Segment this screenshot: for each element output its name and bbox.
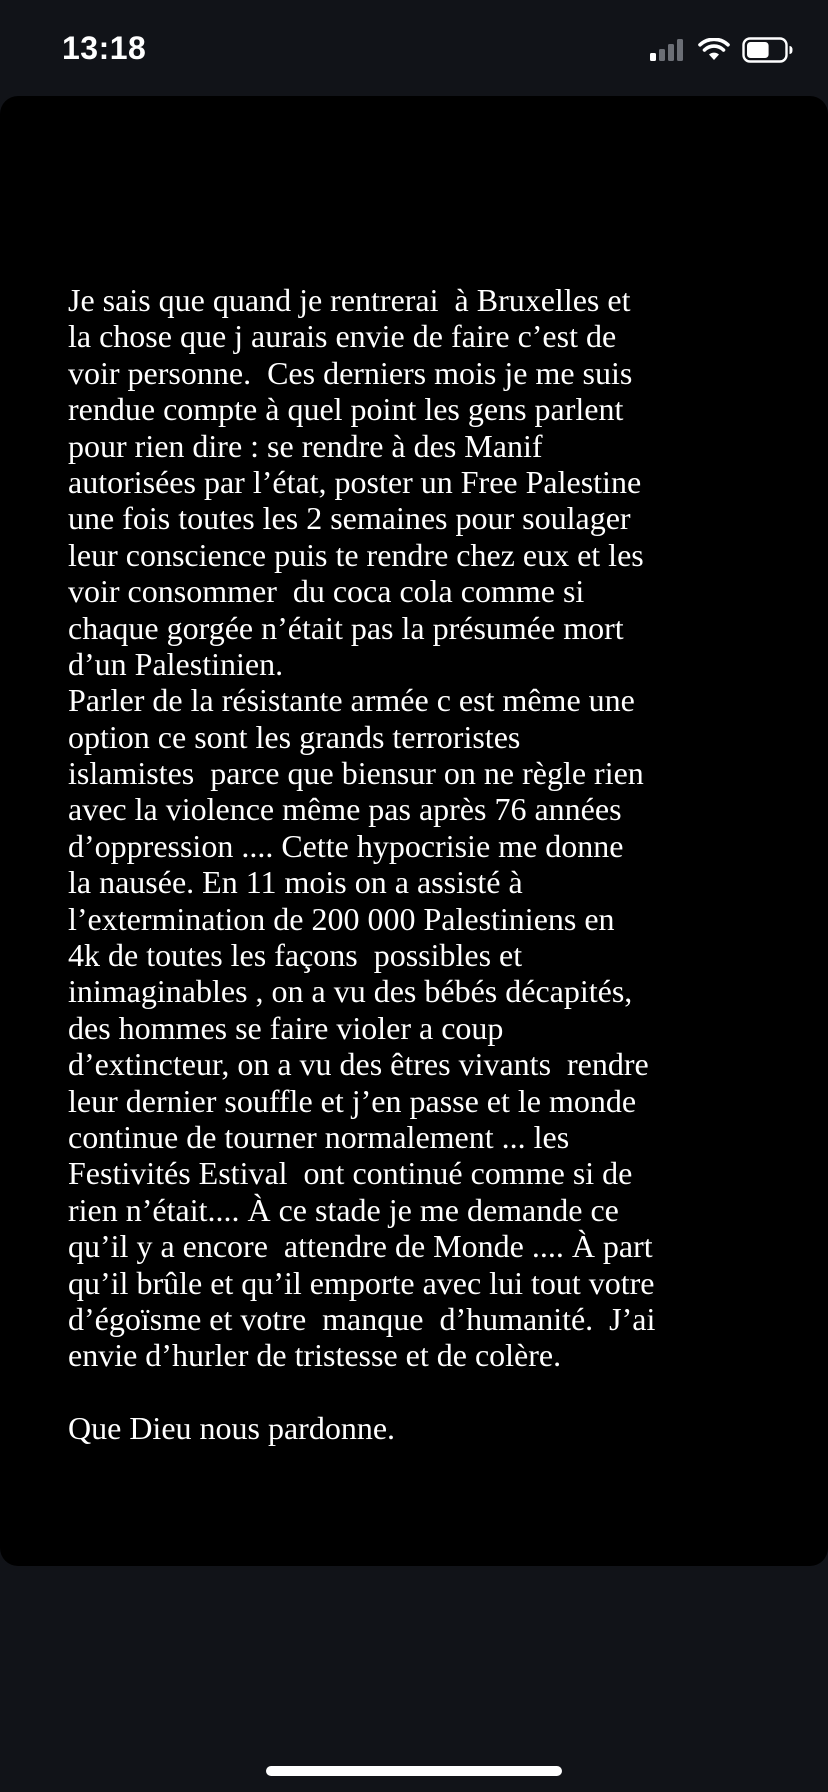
story-line: 4k de toutes les façons possibles et xyxy=(68,937,523,974)
story-line: Festivités Estival ont continué comme si de xyxy=(68,1155,633,1192)
story-line: la nausée. En 11 mois on a assisté à xyxy=(68,864,523,901)
cellular-signal-icon xyxy=(650,39,686,61)
story-line: une fois toutes les 2 semaines pour soulager xyxy=(68,500,631,537)
story-line: voir consommer du coca cola comme si xyxy=(68,573,585,610)
story-line: islamistes parce que biensur on ne règle rien xyxy=(68,755,644,792)
home-indicator[interactable] xyxy=(266,1766,562,1776)
status-time: 13:18 xyxy=(62,30,147,66)
story-line: avec la violence même pas après 76 années xyxy=(68,791,622,828)
status-bar xyxy=(0,0,828,96)
battery-icon xyxy=(742,37,794,63)
story-line: des hommes se faire violer a coup xyxy=(68,1009,504,1046)
wifi-icon xyxy=(698,38,730,62)
story-line: pour rien dire : se rendre à des Manif xyxy=(68,427,543,464)
story-line: leur conscience puis te rendre chez eux et les xyxy=(68,536,644,573)
story-line: rien n’était.... À ce stade je me demande ce xyxy=(68,1191,619,1228)
story-text xyxy=(68,282,788,1447)
story-line: voir personne. Ces derniers mois je me suis xyxy=(68,354,633,391)
story-line: rendue compte à quel point les gens parlent xyxy=(68,391,624,428)
story-line: Que Dieu nous pardonne. xyxy=(68,1410,396,1447)
story-line: envie d’hurler de tristesse et de colère. xyxy=(68,1337,562,1374)
story-line: d’extincteur, on a vu des êtres vivants rendre xyxy=(68,1046,649,1083)
story-line: Je sais que quand je rentrerai à Bruxelles et xyxy=(68,282,631,318)
story-line xyxy=(68,1374,788,1410)
status-icons xyxy=(650,36,794,64)
story-line: d’égoïsme et votre manque d’humanité. J’ai xyxy=(68,1300,656,1337)
story-line: autorisées par l’état, poster un Free Palestine xyxy=(68,463,642,500)
story-line: d’oppression .... Cette hypocrisie me donne xyxy=(68,827,624,864)
story-line: qu’il brûle et qu’il emporte avec lui tout votre xyxy=(68,1264,655,1301)
story-line: option ce sont les grands terroristes xyxy=(68,718,521,755)
story-line: inimaginables , on a vu des bébés décapités, xyxy=(68,973,633,1010)
story-line: leur dernier souffle et j’en passe et le monde xyxy=(68,1082,637,1119)
story-card[interactable] xyxy=(0,96,828,1566)
story-line: l’extermination de 200 000 Palestiniens en xyxy=(68,900,615,937)
story-line: la chose que j aurais envie de faire c’est de xyxy=(68,318,617,355)
story-line: qu’il y a encore attendre de Monde .... À part xyxy=(68,1228,653,1265)
story-line: Parler de la résistante armée c est même une xyxy=(68,682,635,719)
story-line: d’un Palestinien. xyxy=(68,645,284,682)
story-line: chaque gorgée n’était pas la présumée mort xyxy=(68,609,624,646)
story-line: continue de tourner normalement ... les xyxy=(68,1118,570,1155)
